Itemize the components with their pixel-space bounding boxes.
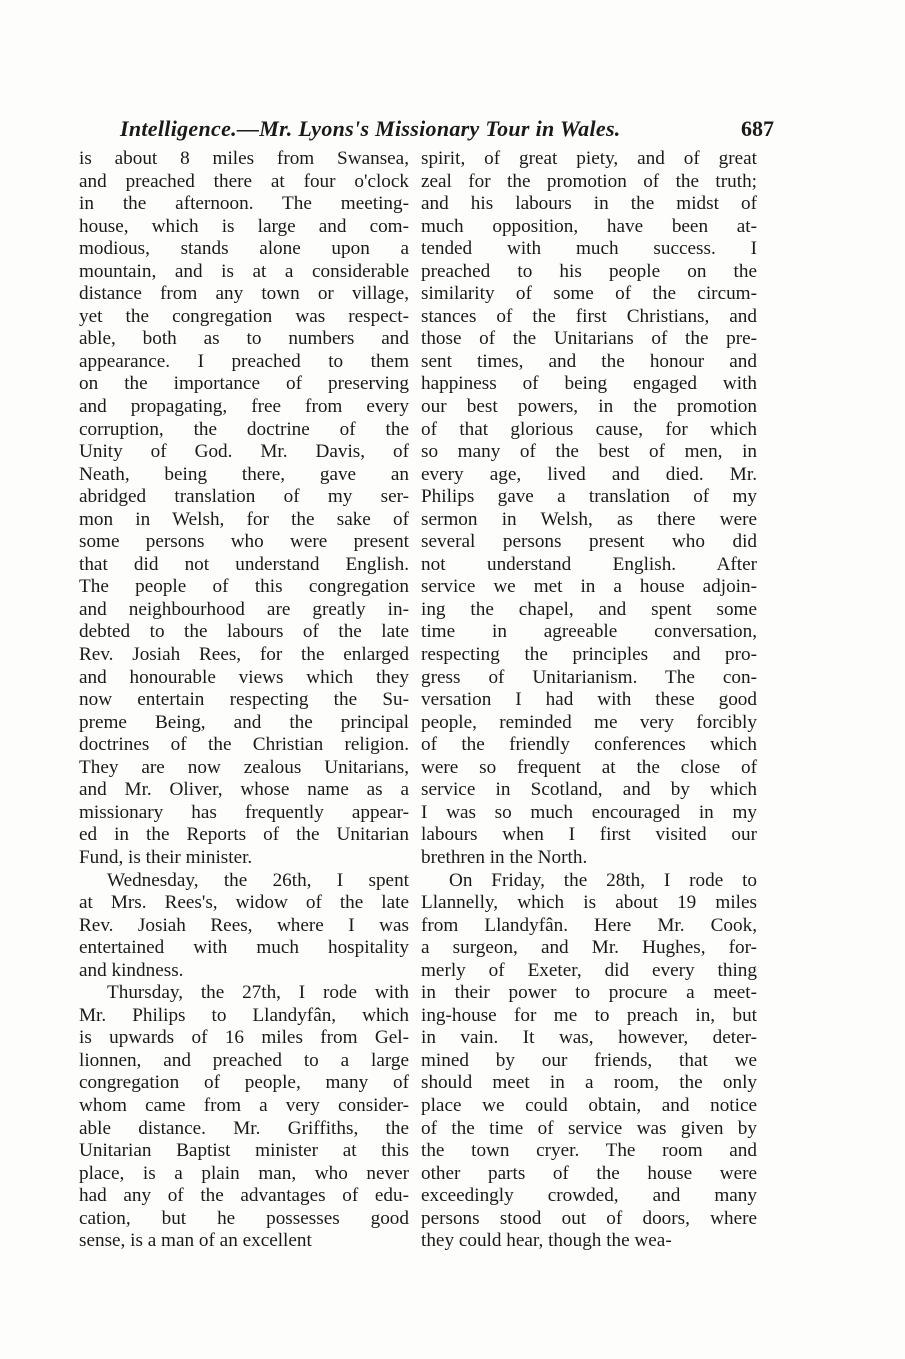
right-column-line: ing-house for me to preach in, but [421, 1004, 757, 1026]
right-column-line: people, reminded me very forcibly [421, 711, 757, 733]
right-column-line: so many of the best of men, in [421, 441, 757, 463]
left-column-line: Neath, being there, gave an [79, 463, 409, 485]
left-column-line: able, both as to numbers and [79, 328, 409, 350]
left-column-line: The people of this congregation [79, 576, 409, 598]
left-column-line: debted to the labours of the late [79, 621, 409, 643]
left-column-line: able distance. Mr. Griffiths, the [79, 1117, 409, 1139]
right-column-line: tended with much success. I [421, 238, 757, 260]
left-column-line: place, is a plain man, who never [79, 1162, 409, 1184]
left-column-line: Rev. Josiah Rees, where I was [79, 914, 409, 936]
left-column-line: in the afternoon. The meeting- [79, 193, 409, 215]
right-column-line: from Llandyfân. Here Mr. Cook, [421, 914, 757, 936]
right-column-line: our best powers, in the promotion [421, 396, 757, 418]
right-column-line: On Friday, the 28th, I rode to [449, 869, 757, 891]
right-column-line: other parts of the house were [421, 1162, 757, 1184]
right-column-line: were so frequent at the close of [421, 756, 757, 778]
left-column-line: is about 8 miles from Swansea, [79, 148, 409, 169]
left-column-line: preme Being, and the principal [79, 711, 409, 733]
left-column [79, 148, 409, 1253]
right-column-line: of the time of service was given by [421, 1117, 757, 1139]
left-column-line: mountain, and is at a considerable [79, 260, 409, 282]
right-column-line: preached to his people on the [421, 260, 757, 282]
left-column-line: some persons who were present [79, 531, 409, 553]
left-column-line: doctrines of the Christian religion. [79, 734, 409, 756]
left-column-line: is upwards of 16 miles from Gel- [79, 1027, 409, 1049]
right-column-line: those of the Unitarians of the pre- [421, 328, 757, 350]
right-column-line: Philips gave a translation of my [421, 486, 757, 508]
left-column-line: sense, is a man of an excellent [79, 1230, 312, 1252]
left-column-line: Mr. Philips to Llandyfân, which [79, 1004, 409, 1026]
left-column-line: cation, but he possesses good [79, 1207, 409, 1229]
right-column-line: service in Scotland, and by which [421, 779, 757, 801]
right-column-line: not understand English. After [421, 553, 757, 575]
right-column-line: happiness of being engaged with [421, 373, 757, 395]
right-column-line: brethren in the North. [421, 846, 588, 868]
left-column-line: distance from any town or village, [79, 283, 409, 305]
left-column-line: and neighbourhood are greatly in- [79, 598, 409, 620]
page-number: 687 [741, 116, 774, 141]
right-column-line: time in agreeable conversation, [421, 621, 757, 643]
left-column-line: on the importance of preserving [79, 373, 409, 395]
left-column-line: yet the congregation was respect- [79, 305, 409, 327]
right-column-line: persons stood out of doors, where [421, 1207, 757, 1229]
right-column-line: much opposition, have been at- [421, 215, 757, 237]
right-column-line: sermon in Welsh, as there were [421, 508, 757, 530]
right-column-line: of that glorious cause, for which [421, 418, 757, 440]
right-column-line: similarity of some of the circum- [421, 283, 757, 305]
left-column-line: and honourable views which they [79, 666, 409, 688]
right-column-line: the town cryer. The room and [421, 1140, 757, 1162]
right-column-line: ing the chapel, and spent some [421, 598, 757, 620]
right-column-line: exceedingly crowded, and many [421, 1185, 757, 1207]
right-column-line: should meet in a room, the only [421, 1072, 757, 1094]
left-column-line: abridged translation of my ser- [79, 486, 409, 508]
left-column-line: and kindness. [79, 959, 184, 981]
running-head [120, 116, 780, 146]
right-column-line: spirit, of great piety, and of great [421, 148, 757, 169]
right-column-line: they could hear, though the wea- [421, 1230, 672, 1252]
left-column-line: mon in Welsh, for the sake of [79, 508, 409, 530]
right-column-line: in vain. It was, however, deter- [421, 1027, 757, 1049]
left-column-line: They are now zealous Unitarians, [79, 756, 409, 778]
left-column-line: and Mr. Oliver, whose name as a [79, 779, 409, 801]
right-column-line: and his labours in the midst of [421, 193, 757, 215]
right-column-line: I was so much encouraged in my [421, 801, 757, 823]
right-column-line: place we could obtain, and notice [421, 1094, 757, 1116]
right-column-line: versation I had with these good [421, 689, 757, 711]
left-column-line: house, which is large and com- [79, 215, 409, 237]
right-column-line: every age, lived and died. Mr. [421, 463, 757, 485]
left-column-line: ed in the Reports of the Unitarian [79, 824, 409, 846]
left-column-line: Thursday, the 27th, I rode with [107, 982, 409, 1004]
right-column-line: merly of Exeter, did every thing [421, 959, 757, 981]
left-column-line: Wednesday, the 26th, I spent [107, 869, 409, 891]
right-column [421, 148, 757, 1253]
left-column-line: now entertain respecting the Su- [79, 689, 409, 711]
right-column-line: stances of the first Christians, and [421, 305, 757, 327]
left-column-line: Unity of God. Mr. Davis, of [79, 441, 409, 463]
left-column-line: appearance. I preached to them [79, 350, 409, 372]
left-column-line: Fund, is their minister. [79, 846, 253, 868]
left-column-line: congregation of people, many of [79, 1072, 409, 1094]
right-column-line: sent times, and the honour and [421, 350, 757, 372]
right-column-line: mined by our friends, that we [421, 1049, 757, 1071]
left-column-line: had any of the advantages of edu- [79, 1185, 409, 1207]
right-column-line: zeal for the promotion of the truth; [421, 170, 757, 192]
left-column-line: missionary has frequently appear- [79, 801, 409, 823]
right-column-line: respecting the principles and pro- [421, 644, 757, 666]
right-column-line: a surgeon, and Mr. Hughes, for- [421, 937, 757, 959]
running-title: Intelligence.—Mr. Lyons's Missionary Tour in Wales. [120, 116, 621, 141]
left-column-line: and preached there at four o'clock [79, 170, 409, 192]
left-column-line: Rev. Josiah Rees, for the enlarged [79, 644, 409, 666]
left-column-line: and propagating, free from every [79, 396, 409, 418]
right-column-line: of the friendly conferences which [421, 734, 757, 756]
left-column-line: corruption, the doctrine of the [79, 418, 409, 440]
left-column-line: at Mrs. Rees's, widow of the late [79, 892, 409, 914]
left-column-line: that did not understand English. [79, 553, 409, 575]
right-column-line: gress of Unitarianism. The con- [421, 666, 757, 688]
left-column-line: lionnen, and preached to a large [79, 1049, 409, 1071]
right-column-line: service we met in a house adjoin- [421, 576, 757, 598]
right-column-line: in their power to procure a meet- [421, 982, 757, 1004]
left-column-line: entertained with much hospitality [79, 937, 409, 959]
right-column-line: labours when I first visited our [421, 824, 757, 846]
right-column-line: Llannelly, which is about 19 miles [421, 892, 757, 914]
left-column-line: whom came from a very consider- [79, 1094, 409, 1116]
left-column-line: Unitarian Baptist minister at this [79, 1140, 409, 1162]
right-column-line: several persons present who did [421, 531, 757, 553]
left-column-line: modious, stands alone upon a [79, 238, 409, 260]
